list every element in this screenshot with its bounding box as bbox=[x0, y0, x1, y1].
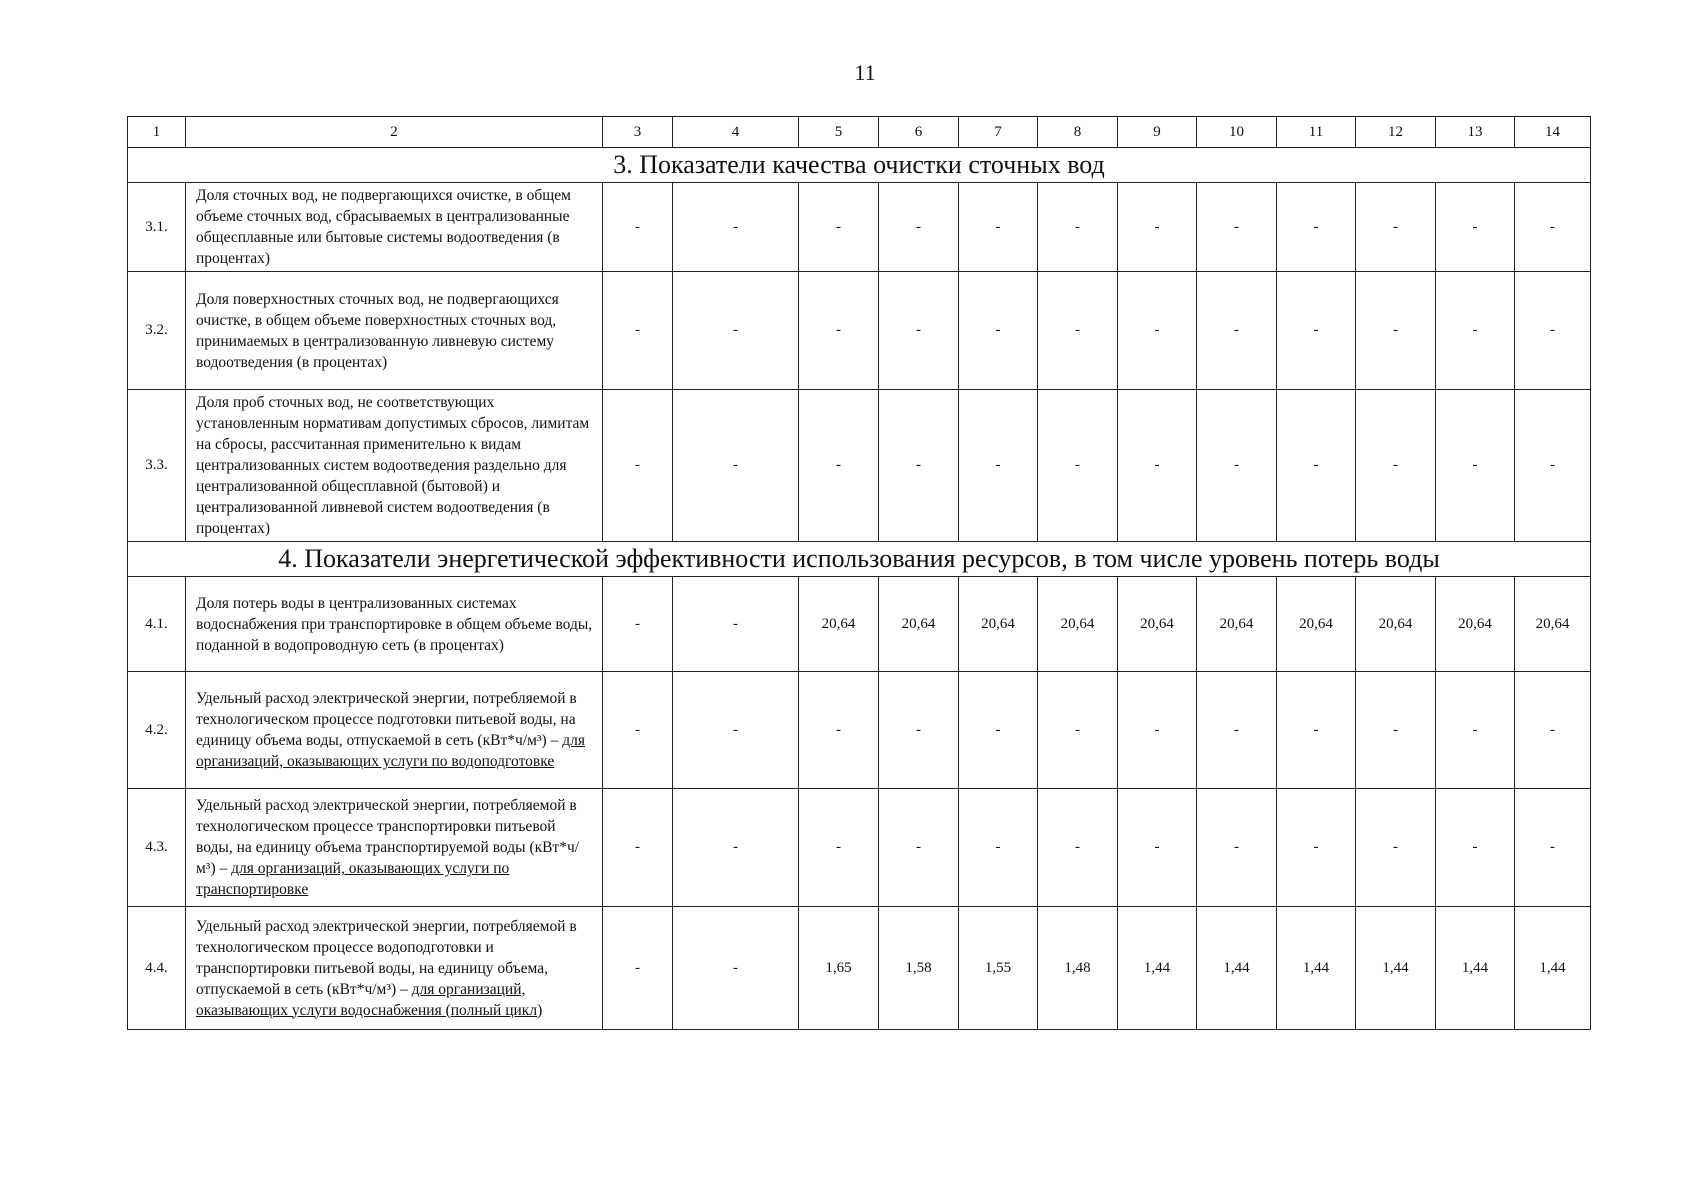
row-number: 4.2. bbox=[128, 672, 186, 789]
value-cell: 20,64 bbox=[1038, 577, 1118, 672]
value-cell: - bbox=[1118, 272, 1197, 390]
value-cell: - bbox=[1356, 390, 1436, 542]
value-cell: - bbox=[673, 183, 799, 272]
value-cell: - bbox=[879, 272, 959, 390]
value-cell: - bbox=[1277, 183, 1356, 272]
description-text: Доля поверхностных сточных вод, не подвергающихся очистке, в общем объеме поверхностных сточных вод, принимаемых в централизованную ливневую систему водоотведения (в процентах) bbox=[196, 290, 559, 371]
value-cell: - bbox=[1118, 183, 1197, 272]
value-cell: 1,44 bbox=[1515, 907, 1591, 1030]
value-cell: 20,64 bbox=[1436, 577, 1515, 672]
value-cell: - bbox=[673, 272, 799, 390]
description-text: Удельный расход электрической энергии, потребляемой в технологическом процессе подготовки питьевой воды, на единицу объема воды, отпускаемой в сеть (кВт*ч/м³) – bbox=[196, 690, 577, 749]
value-cell: - bbox=[879, 672, 959, 789]
value-cell: - bbox=[799, 272, 879, 390]
section-title: 3. Показатели качества очистки сточных вод bbox=[128, 148, 1591, 183]
description-underlined-text: для организаций, оказывающих услуги водоснабжения (полный цикл) bbox=[196, 980, 543, 1019]
section-title: 4. Показатели энергетической эффективности использования ресурсов, в том числе уровень потерь воды bbox=[128, 542, 1591, 577]
indicator-row bbox=[128, 577, 1591, 672]
indicator-description bbox=[186, 672, 603, 789]
description-text: Доля сточных вод, не подвергающихся очистке, в общем объеме сточных вод, сбрасываемых в централизованные общесплавные или бытовые системы водоотведения (в процентах) bbox=[196, 187, 571, 267]
value-cell: 20,64 bbox=[1277, 577, 1356, 672]
column-number-cell: 9 bbox=[1118, 117, 1197, 148]
value-cell: - bbox=[603, 672, 673, 789]
value-cell: - bbox=[1515, 272, 1591, 390]
description-text: Доля проб сточных вод, не соответствующих установленным нормативам допустимых сбросов, лимитам на сбросы, рассчитанная применительно к видам централизованных систем водоотведения раздельно для централизованной общесплавной (бытовой) и централизованной ливневой систем водоотведения (в процентах) bbox=[196, 394, 590, 537]
column-number-cell: 11 bbox=[1277, 117, 1356, 148]
value-cell: - bbox=[799, 183, 879, 272]
value-cell: - bbox=[1118, 390, 1197, 542]
value-cell: - bbox=[1436, 272, 1515, 390]
value-cell: 1,65 bbox=[799, 907, 879, 1030]
value-cell: 1,58 bbox=[879, 907, 959, 1030]
table-body bbox=[128, 117, 1591, 1030]
value-cell: - bbox=[1197, 672, 1277, 789]
value-cell: 1,44 bbox=[1118, 907, 1197, 1030]
indicator-row bbox=[128, 672, 1591, 789]
indicator-row bbox=[128, 272, 1591, 390]
value-cell: - bbox=[1038, 390, 1118, 542]
value-cell: - bbox=[879, 183, 959, 272]
value-cell: - bbox=[1038, 672, 1118, 789]
indicator-row bbox=[128, 789, 1591, 907]
value-cell: - bbox=[603, 789, 673, 907]
value-cell: - bbox=[1356, 183, 1436, 272]
column-number-cell: 5 bbox=[799, 117, 879, 148]
value-cell: - bbox=[1515, 183, 1591, 272]
column-number-cell: 7 bbox=[959, 117, 1038, 148]
indicator-row bbox=[128, 390, 1591, 542]
indicator-description bbox=[186, 183, 603, 272]
value-cell: - bbox=[799, 789, 879, 907]
value-cell: - bbox=[1197, 390, 1277, 542]
value-cell: - bbox=[1197, 789, 1277, 907]
page-number: 11 bbox=[854, 60, 876, 85]
column-number-cell: 12 bbox=[1356, 117, 1436, 148]
indicator-description bbox=[186, 577, 603, 672]
value-cell: - bbox=[1197, 272, 1277, 390]
value-cell: 1,55 bbox=[959, 907, 1038, 1030]
row-number: 3.2. bbox=[128, 272, 186, 390]
column-number-cell: 13 bbox=[1436, 117, 1515, 148]
value-cell: - bbox=[673, 672, 799, 789]
indicators-table bbox=[127, 116, 1591, 1030]
value-cell: - bbox=[1038, 789, 1118, 907]
value-cell: - bbox=[1277, 272, 1356, 390]
description-text: Удельный расход электрической энергии, потребляемой в технологическом процессе водоподготовки и транспортировки питьевой воды, на единицу объема, отпускаемой в сеть (кВт*ч/м³) – bbox=[196, 917, 577, 998]
value-cell: - bbox=[1277, 390, 1356, 542]
column-number-row bbox=[128, 117, 1591, 148]
value-cell: - bbox=[1515, 672, 1591, 789]
indicator-row bbox=[128, 907, 1591, 1030]
value-cell: - bbox=[603, 183, 673, 272]
value-cell: - bbox=[879, 390, 959, 542]
indicator-row bbox=[128, 183, 1591, 272]
value-cell: - bbox=[1515, 390, 1591, 542]
value-cell: - bbox=[1356, 789, 1436, 907]
value-cell: - bbox=[673, 390, 799, 542]
value-cell: 1,48 bbox=[1038, 907, 1118, 1030]
indicator-description bbox=[186, 907, 603, 1030]
value-cell: - bbox=[1118, 789, 1197, 907]
column-number-cell: 6 bbox=[879, 117, 959, 148]
value-cell: - bbox=[603, 390, 673, 542]
value-cell: - bbox=[603, 577, 673, 672]
value-cell: - bbox=[1356, 272, 1436, 390]
value-cell: - bbox=[1038, 272, 1118, 390]
row-number: 3.3. bbox=[128, 390, 186, 542]
row-number: 3.1. bbox=[128, 183, 186, 272]
value-cell: - bbox=[673, 789, 799, 907]
column-number-cell: 4 bbox=[673, 117, 799, 148]
value-cell: - bbox=[1356, 672, 1436, 789]
description-underlined-text: для организаций, оказывающих услуги по водоподготовке bbox=[196, 732, 585, 770]
value-cell: 20,64 bbox=[1197, 577, 1277, 672]
value-cell: - bbox=[603, 272, 673, 390]
value-cell: - bbox=[799, 672, 879, 789]
value-cell: - bbox=[1277, 672, 1356, 789]
value-cell: - bbox=[603, 907, 673, 1030]
row-number: 4.3. bbox=[128, 789, 186, 907]
value-cell: 20,64 bbox=[959, 577, 1038, 672]
column-number-cell: 14 bbox=[1515, 117, 1591, 148]
value-cell: - bbox=[1515, 789, 1591, 907]
column-number-cell: 3 bbox=[603, 117, 673, 148]
description-text: Удельный расход электрической энергии, потребляемой в технологическом процессе транспортировки питьевой воды, на единицу объема транспортируемой воды (кВт*ч/м³) – bbox=[196, 797, 580, 877]
value-cell: - bbox=[959, 272, 1038, 390]
value-cell: - bbox=[1436, 672, 1515, 789]
value-cell: - bbox=[799, 390, 879, 542]
indicator-description bbox=[186, 272, 603, 390]
value-cell: - bbox=[959, 672, 1038, 789]
description-text: Доля потерь воды в централизованных системах водоснабжения при транспортировке в общем объеме воды, поданной в водопроводную сеть (в процентах) bbox=[196, 594, 593, 654]
value-cell: - bbox=[1118, 672, 1197, 789]
value-cell: 1,44 bbox=[1197, 907, 1277, 1030]
column-number-cell: 10 bbox=[1197, 117, 1277, 148]
column-number-cell: 8 bbox=[1038, 117, 1118, 148]
value-cell: - bbox=[1038, 183, 1118, 272]
value-cell: - bbox=[879, 789, 959, 907]
value-cell: 1,44 bbox=[1356, 907, 1436, 1030]
value-cell: 20,64 bbox=[1118, 577, 1197, 672]
value-cell: - bbox=[1436, 390, 1515, 542]
value-cell: 20,64 bbox=[879, 577, 959, 672]
value-cell: 20,64 bbox=[799, 577, 879, 672]
value-cell: - bbox=[1277, 789, 1356, 907]
row-number: 4.4. bbox=[128, 907, 186, 1030]
row-number: 4.1. bbox=[128, 577, 186, 672]
column-number-cell: 1 bbox=[128, 117, 186, 148]
value-cell: - bbox=[673, 577, 799, 672]
value-cell: - bbox=[1197, 183, 1277, 272]
value-cell: 20,64 bbox=[1515, 577, 1591, 672]
value-cell: - bbox=[959, 390, 1038, 542]
value-cell: - bbox=[959, 789, 1038, 907]
description-underlined-text: для организаций, оказывающих услуги по транспортировке bbox=[196, 860, 510, 898]
value-cell: - bbox=[673, 907, 799, 1030]
value-cell: 20,64 bbox=[1356, 577, 1436, 672]
value-cell: - bbox=[959, 183, 1038, 272]
value-cell: - bbox=[1436, 183, 1515, 272]
section-heading-row bbox=[128, 148, 1591, 183]
indicator-description bbox=[186, 789, 603, 907]
value-cell: - bbox=[1436, 789, 1515, 907]
value-cell: 1,44 bbox=[1277, 907, 1356, 1030]
indicator-description bbox=[186, 390, 603, 542]
value-cell: 1,44 bbox=[1436, 907, 1515, 1030]
column-number-cell: 2 bbox=[186, 117, 603, 148]
section-heading-row bbox=[128, 542, 1591, 577]
